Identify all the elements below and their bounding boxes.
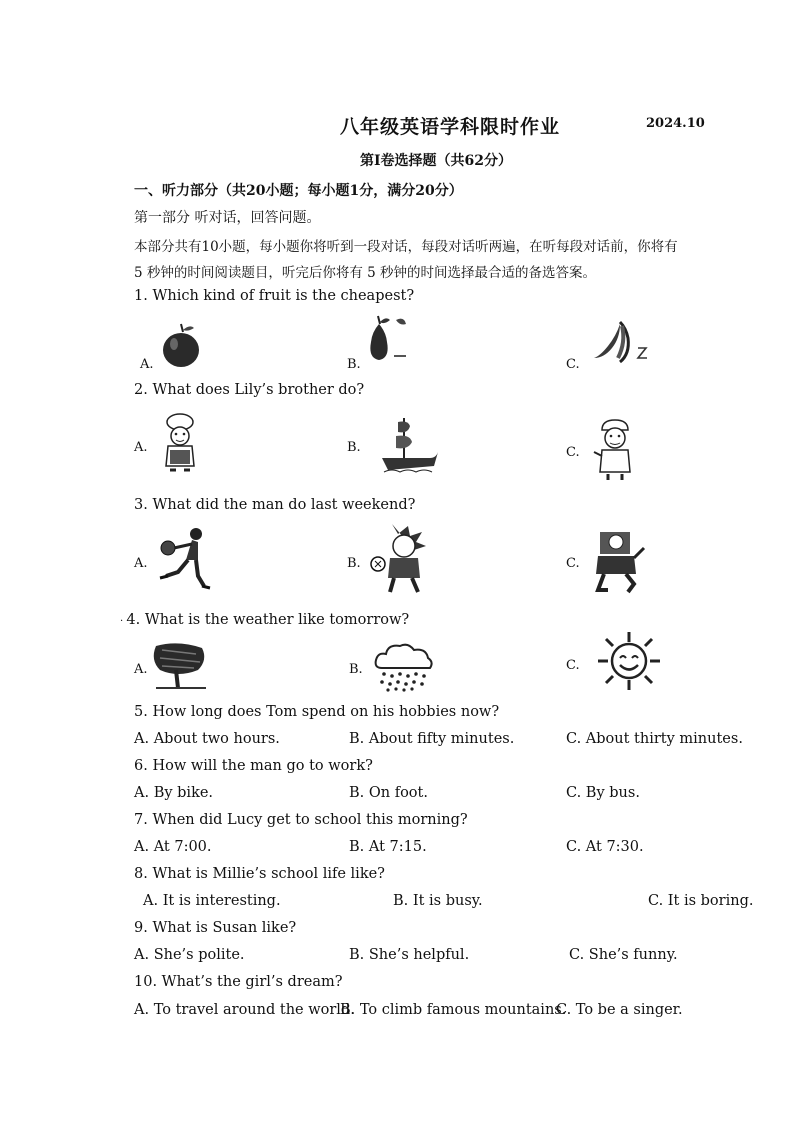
instruction-line-1: 本部分共有10小题，每小题你将听到一段对话，每段对话听两遍，在听每段对话前，你将有 xyxy=(134,239,678,255)
sailing-ship-icon xyxy=(378,414,440,476)
option-label[interactable]: B. xyxy=(349,662,363,677)
exam-date: 2024.10 xyxy=(646,116,705,131)
sun-icon xyxy=(594,630,664,692)
option-label[interactable]: A. xyxy=(134,556,148,571)
option-b[interactable]: B. It is busy. xyxy=(393,893,483,909)
option-label[interactable]: C. xyxy=(566,658,580,673)
bananas-icon xyxy=(590,318,652,366)
question-number: 3. xyxy=(134,497,148,513)
dancer-icon xyxy=(590,528,646,596)
option-c[interactable]: C. By bus. xyxy=(566,785,640,801)
section-heading: 一、听力部分（共20小题；每小题1分，满分20分） xyxy=(134,183,463,199)
question-text: How long does Tom spend on his hobbies now? xyxy=(152,704,500,720)
option-b[interactable]: B. About fifty minutes. xyxy=(349,731,515,747)
question-10 xyxy=(134,974,343,990)
question-text: How will the man go to work? xyxy=(152,758,373,774)
option-a[interactable]: A. She’s polite. xyxy=(134,947,245,963)
basketball-player-icon xyxy=(152,526,214,590)
question-number: 9. xyxy=(134,920,148,936)
option-b[interactable]: B. On foot. xyxy=(349,785,428,801)
question-1 xyxy=(134,288,414,304)
option-label[interactable]: B. xyxy=(347,556,361,571)
option-b[interactable]: B. At 7:15. xyxy=(349,839,427,855)
option-a[interactable]: A. At 7:00. xyxy=(134,839,212,855)
option-c[interactable]: C. About thirty minutes. xyxy=(566,731,743,747)
doctor-icon xyxy=(592,416,638,482)
option-label[interactable]: B. xyxy=(347,357,361,372)
question-2 xyxy=(134,382,364,398)
part-title: 第一部分 听对话，回答问题。 xyxy=(134,210,321,226)
rain-cloud-icon xyxy=(372,642,436,692)
question-text: What is Susan like? xyxy=(152,920,297,936)
question-text: What is the weather like tomorrow? xyxy=(144,612,410,628)
option-label[interactable]: C. xyxy=(566,445,580,460)
question-3 xyxy=(134,497,415,513)
question-number: 6. xyxy=(134,758,148,774)
football-player-icon xyxy=(368,522,436,598)
option-c[interactable]: C. To be a singer. xyxy=(556,1002,683,1018)
question-number: 7. xyxy=(134,812,148,828)
question-7 xyxy=(134,812,468,828)
option-label[interactable]: A. xyxy=(134,662,148,677)
option-a[interactable]: A. About two hours. xyxy=(134,731,280,747)
pear-icon xyxy=(362,312,412,364)
question-number: 4. xyxy=(126,612,141,628)
option-a[interactable]: A. By bike. xyxy=(134,785,214,801)
question-5 xyxy=(134,704,499,720)
option-c[interactable]: C. She’s funny. xyxy=(569,947,678,963)
question-8 xyxy=(134,866,385,882)
option-b[interactable]: B. She’s helpful. xyxy=(349,947,470,963)
paper-subtitle: 第Ⅰ卷选择题（共62分） xyxy=(360,153,513,169)
option-label[interactable]: C. xyxy=(566,556,580,571)
page-title: 八年级英语学科限时作业 xyxy=(340,116,561,138)
option-label[interactable]: B. xyxy=(347,440,361,455)
question-number: 8. xyxy=(134,866,148,882)
question-text: What’s the girl’s dream? xyxy=(161,974,343,990)
option-a[interactable]: A. To travel around the world. xyxy=(134,1002,355,1018)
option-a[interactable]: A. It is interesting. xyxy=(143,893,281,909)
option-label[interactable]: A. xyxy=(140,357,154,372)
question-text: Which kind of fruit is the cheapest? xyxy=(152,288,415,304)
question-number: 5. xyxy=(134,704,148,720)
option-c[interactable]: C. At 7:30. xyxy=(566,839,644,855)
instruction-line-2: 5 秒钟的时间阅读题目，听完后你将有 5 秒钟的时间选择最合适的备选答案。 xyxy=(134,265,597,281)
question-text: When did Lucy get to school this morning? xyxy=(152,812,468,828)
question-number: 1. xyxy=(134,288,148,304)
question-text: What did the man do last weekend? xyxy=(152,497,416,513)
option-c[interactable]: C. It is boring. xyxy=(648,893,754,909)
question-text: What is Millie’s school life like? xyxy=(152,866,385,882)
option-b[interactable]: B. To climb famous mountains. xyxy=(340,1002,567,1018)
apple-icon xyxy=(160,318,202,370)
question-text: What does Lily’s brother do? xyxy=(152,382,365,398)
windy-tree-icon xyxy=(148,640,210,692)
option-label[interactable]: C. xyxy=(566,357,580,372)
question-6 xyxy=(134,758,373,774)
cook-icon xyxy=(156,412,204,474)
question-9 xyxy=(134,920,296,936)
option-label[interactable]: A. xyxy=(134,440,148,455)
question-4: · 4. What is the weather like tomorrow? xyxy=(120,612,410,628)
question-number: 10. xyxy=(134,974,158,990)
question-number: 2. xyxy=(134,382,148,398)
